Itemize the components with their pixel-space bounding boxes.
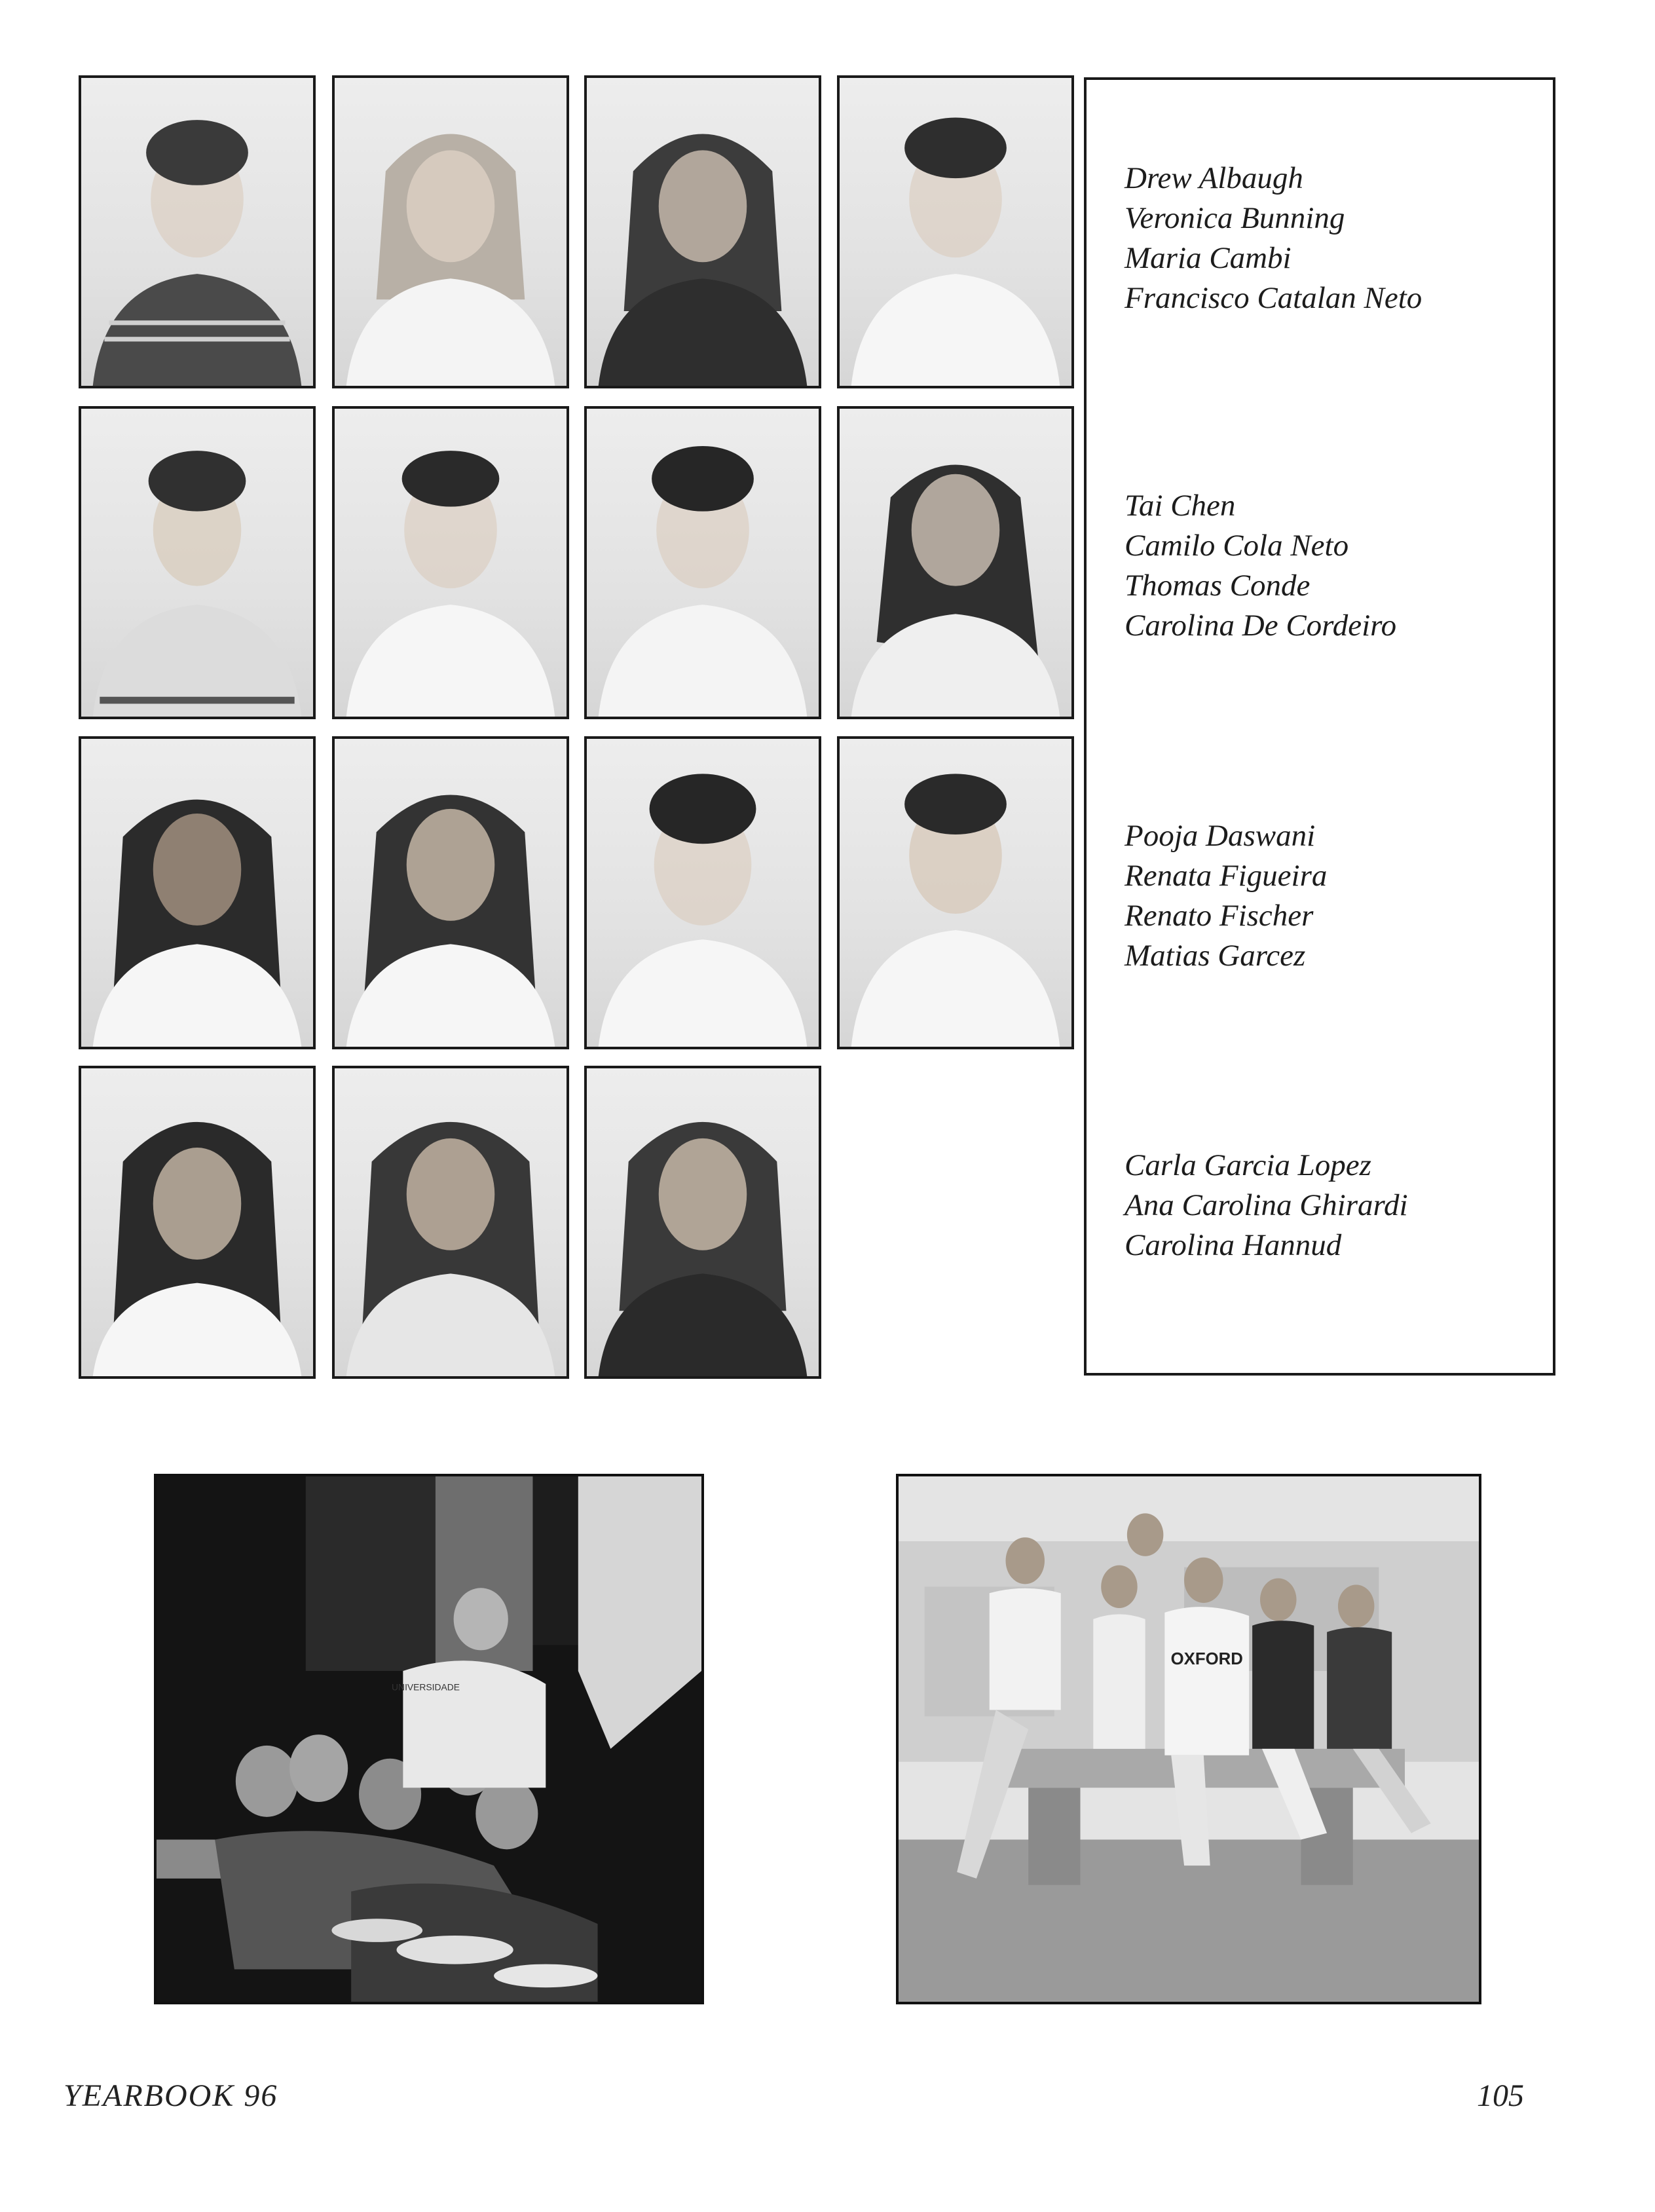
student-name: Carolina De Cordeiro	[1125, 609, 1397, 643]
shirt-print-text: UNIVERSIDADE	[392, 1681, 460, 1693]
student-name: Veronica Bunning	[1125, 201, 1345, 235]
portrait-francisco-catalan-neto	[837, 75, 1074, 388]
name-group-row-2	[1125, 486, 1396, 646]
student-name: Tai Chen	[1125, 489, 1236, 523]
name-group-row-4	[1125, 1146, 1408, 1265]
portrait-renato-fischer	[584, 736, 821, 1049]
student-name: Maria Cambi	[1125, 241, 1292, 275]
portrait-renata-figueira	[332, 736, 569, 1049]
portrait-tai-chen	[79, 406, 316, 719]
portrait-ana-carolina-ghirardi	[332, 1066, 569, 1379]
candid-photo-night-group	[154, 1474, 704, 2004]
portrait-matias-garcez	[837, 736, 1074, 1049]
student-name: Camilo Cola Neto	[1125, 529, 1349, 563]
portrait-thomas-conde	[584, 406, 821, 719]
portrait-pooja-daswani	[79, 736, 316, 1049]
student-name: Ana Carolina Ghirardi	[1125, 1188, 1408, 1222]
shirt-print-text: OXFORD	[1170, 1650, 1243, 1669]
name-group-row-1	[1125, 159, 1422, 318]
name-group-row-3	[1125, 816, 1327, 976]
portrait-veronica-bunning	[332, 75, 569, 388]
portrait-carla-garcia-lopez	[79, 1066, 316, 1379]
student-name: Drew Albaugh	[1125, 161, 1303, 195]
portrait-maria-cambi	[584, 75, 821, 388]
portrait-camilo-cola-neto	[332, 406, 569, 719]
portrait-carolina-hannud	[584, 1066, 821, 1379]
names-panel	[1084, 77, 1555, 1376]
student-name: Thomas Conde	[1125, 569, 1311, 603]
page-number: 105	[1477, 2078, 1524, 2113]
student-name: Francisco Catalan Neto	[1125, 281, 1423, 315]
portrait-carolina-de-cordeiro	[837, 406, 1074, 719]
portrait-drew-albaugh	[79, 75, 316, 388]
student-name: Carla Garcia Lopez	[1125, 1148, 1371, 1182]
student-name: Renata Figueira	[1125, 859, 1328, 893]
publication-footer: YEARBOOK 96	[64, 2078, 278, 2113]
student-name: Matias Garcez	[1125, 939, 1306, 973]
student-name: Carolina Hannud	[1125, 1228, 1342, 1262]
student-name: Renato Fischer	[1125, 899, 1314, 933]
student-name: Pooja Daswani	[1125, 819, 1316, 853]
candid-photo-outdoor-group	[896, 1474, 1481, 2004]
